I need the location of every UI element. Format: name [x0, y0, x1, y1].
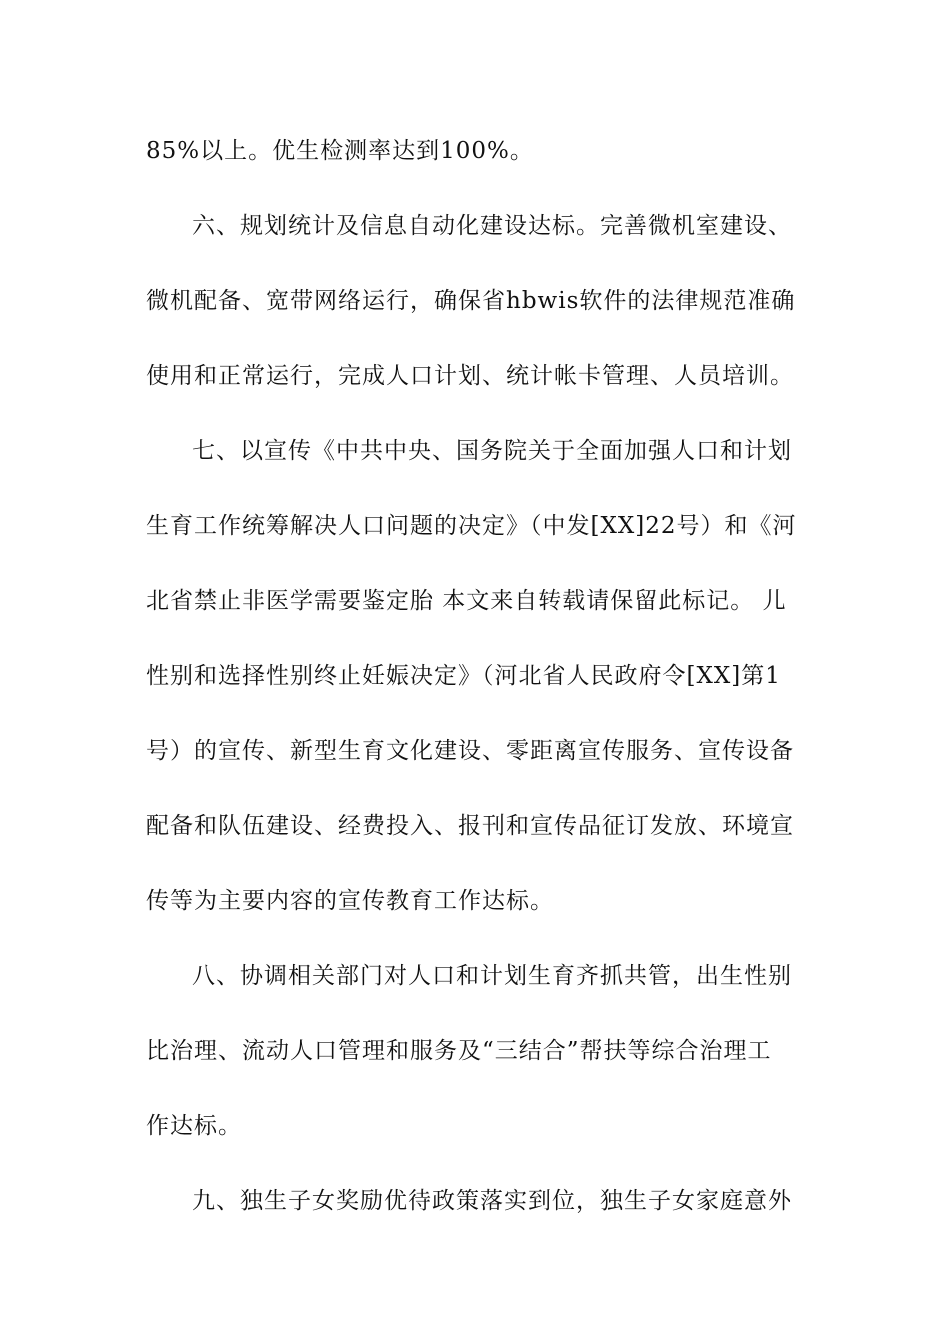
- text-line: 配备和队伍建设、经费投入、报刊和宣传品征订发放、环境宣: [146, 813, 794, 839]
- paragraph-six-start: 六、规划统计及信息自动化建设达标。完善微机室建设、: [192, 213, 792, 239]
- text-line: 传等为主要内容的宣传教育工作达标。: [146, 888, 554, 914]
- text-line: 使用和正常运行，完成人口计划、统计帐卡管理、人员培训。: [146, 363, 794, 389]
- text-line: 微机配备、宽带网络运行，确保省hbwis软件的法律规范准确: [146, 288, 796, 314]
- text-line: 北省禁止非医学需要鉴定胎 本文来自转载请保留此标记。 儿: [146, 588, 787, 614]
- paragraph-seven-start: 七、以宣传《中共中央、国务院关于全面加强人口和计划: [192, 438, 792, 464]
- text-line: 比治理、流动人口管理和服务及“三结合”帮扶等综合治理工: [146, 1038, 772, 1064]
- text-line: 85%以上。优生检测率达到100%。: [146, 138, 534, 164]
- text-line: 生育工作统筹解决人口问题的决定》（中发[XX]22号）和《河: [146, 513, 797, 539]
- paragraph-nine-start: 九、独生子女奖励优待政策落实到位，独生子女家庭意外: [192, 1188, 792, 1214]
- text-line: 性别和选择性别终止妊娠决定》（河北省人民政府令[XX]第1: [146, 663, 781, 689]
- text-line: 作达标。: [146, 1113, 242, 1139]
- paragraph-eight-start: 八、协调相关部门对人口和计划生育齐抓共管，出生性别: [192, 963, 792, 989]
- text-line: 号）的宣传、新型生育文化建设、零距离宣传服务、宣传设备: [146, 738, 794, 764]
